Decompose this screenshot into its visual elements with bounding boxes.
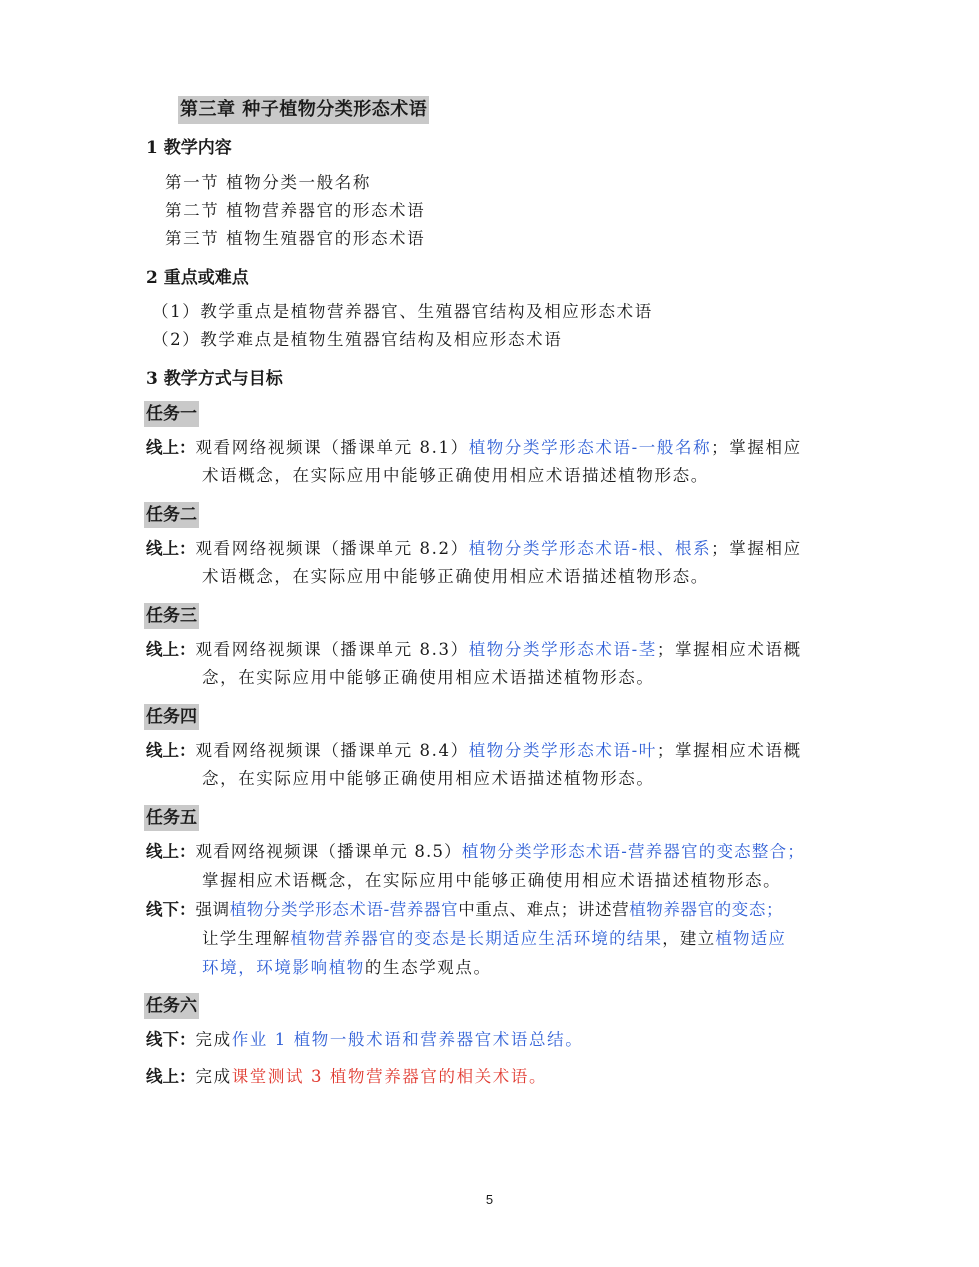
task-1-online-post: ；掌握相应 — [711, 438, 802, 457]
task-6-offline-pre: 完成 — [195, 1030, 232, 1049]
task-5-offline-link-2[interactable]: 植物养器官的变态 — [629, 900, 766, 919]
section-3-heading: 3 教学方式与目标 — [146, 369, 283, 389]
task-5-online-pre: 观看网络视频课（播课单元 8.5） — [195, 842, 462, 861]
online-label: 线上： — [146, 1067, 196, 1086]
task-5-offline-text-b: 中重点、难点；讲述营 — [458, 900, 630, 919]
task-5-video-link[interactable]: 植物分类学形态术语-营养器官的变态整合 — [461, 842, 788, 861]
task-1-online-pre: 观看网络视频课（播课单元 8.1） — [195, 438, 469, 457]
task-2-online-pre: 观看网络视频课（播课单元 8.2） — [195, 539, 469, 558]
task-1-video-link[interactable]: 植物分类学形态术语-一般名称 — [468, 438, 712, 457]
task-5-offline-l2-link[interactable]: 植物营养器官的变态是长期适应生活环境的结果 — [290, 929, 663, 948]
task-5-offline-l2-link-2[interactable]: 植物适应 — [715, 929, 787, 948]
task-5-offline-text-c: ； — [766, 900, 784, 919]
task-6-homework-link[interactable]: 作业 1 植物一般术语和营养器官术语总结。 — [231, 1030, 584, 1049]
task-5-online-post: ； — [787, 842, 805, 861]
content-item-1: 第一节 植物分类一般名称 — [165, 173, 371, 192]
task-1-heading: 任务一 — [144, 401, 199, 427]
task-5-offline-l2-a: 让学生理解 — [202, 929, 291, 948]
task-5-online-line-2: 掌握相应术语概念，在实际应用中能够正确使用相应术语描述植物形态。 — [202, 871, 782, 890]
task-3-heading: 任务三 — [144, 603, 199, 629]
page-number: 5 — [485, 1192, 494, 1207]
task-6-offline-line — [146, 1028, 583, 1052]
task-3-online-pre: 观看网络视频课（播课单元 8.3） — [195, 640, 469, 659]
task-4-online-line-1 — [146, 739, 802, 763]
task-3-online-post: ；掌握相应术语概 — [656, 640, 802, 659]
task-1-online-line-1 — [146, 436, 802, 460]
task-6-online-line — [146, 1065, 547, 1089]
task-2-online-line-1 — [146, 537, 802, 561]
task-5-heading: 任务五 — [144, 805, 199, 831]
task-5-offline-l3-link[interactable]: 环境，环境影响植物 — [202, 958, 365, 977]
task-3-video-link[interactable]: 植物分类学形态术语-茎 — [468, 640, 657, 659]
offline-label: 线下： — [146, 900, 196, 919]
online-label: 线上： — [146, 741, 196, 760]
task-6-heading: 任务六 — [144, 993, 199, 1019]
task-5-offline-l3-b: 的生态学观点。 — [364, 958, 492, 977]
task-4-online-post: ；掌握相应术语概 — [656, 741, 802, 760]
online-label: 线上： — [146, 438, 196, 457]
offline-label: 线下： — [146, 1030, 196, 1049]
task-5-offline-line-2 — [202, 927, 786, 951]
key-point-2: （2）教学难点是植物生殖器官结构及相应形态术语 — [152, 330, 563, 349]
task-3-online-line-1 — [146, 638, 802, 662]
task-3-online-line-2: 念，在实际应用中能够正确使用相应术语描述植物形态。 — [202, 668, 655, 687]
task-4-heading: 任务四 — [144, 704, 199, 730]
task-5-offline-link-1[interactable]: 植物分类学形态术语-营养器官 — [229, 900, 459, 919]
section-1-heading: 1 教学内容 — [146, 138, 232, 158]
content-item-2: 第二节 植物营养器官的形态术语 — [165, 201, 426, 220]
task-6-online-pre: 完成 — [195, 1067, 232, 1086]
task-5-offline-text-a: 强调 — [195, 900, 230, 919]
content-item-3: 第三节 植物生殖器官的形态术语 — [165, 229, 426, 248]
task-2-video-link[interactable]: 植物分类学形态术语-根、根系 — [468, 539, 712, 558]
task-4-online-line-2: 念，在实际应用中能够正确使用相应术语描述植物形态。 — [202, 769, 655, 788]
task-5-offline-line-1 — [146, 898, 783, 922]
task-6-quiz-link[interactable]: 课堂测试 3 植物营养器官的相关术语。 — [231, 1067, 548, 1086]
task-4-video-link[interactable]: 植物分类学形态术语-叶 — [468, 741, 657, 760]
task-5-online-line-1 — [146, 840, 805, 864]
key-point-1: （1）教学重点是植物营养器官、生殖器官结构及相应形态术语 — [152, 302, 653, 321]
online-label: 线上： — [146, 640, 196, 659]
chapter-title: 第三章 种子植物分类形态术语 — [178, 96, 429, 124]
online-label: 线上： — [146, 539, 196, 558]
task-5-offline-line-3 — [202, 956, 492, 980]
task-4-online-pre: 观看网络视频课（播课单元 8.4） — [195, 741, 469, 760]
task-5-offline-l2-b: ，建立 — [662, 929, 716, 948]
section-2-heading: 2 重点或难点 — [146, 268, 249, 288]
task-2-online-line-2: 术语概念，在实际应用中能够正确使用相应术语描述植物形态。 — [202, 567, 709, 586]
online-label: 线上： — [146, 842, 196, 861]
task-2-heading: 任务二 — [144, 502, 199, 528]
task-1-online-line-2: 术语概念，在实际应用中能够正确使用相应术语描述植物形态。 — [202, 466, 709, 485]
task-2-online-post: ；掌握相应 — [711, 539, 802, 558]
